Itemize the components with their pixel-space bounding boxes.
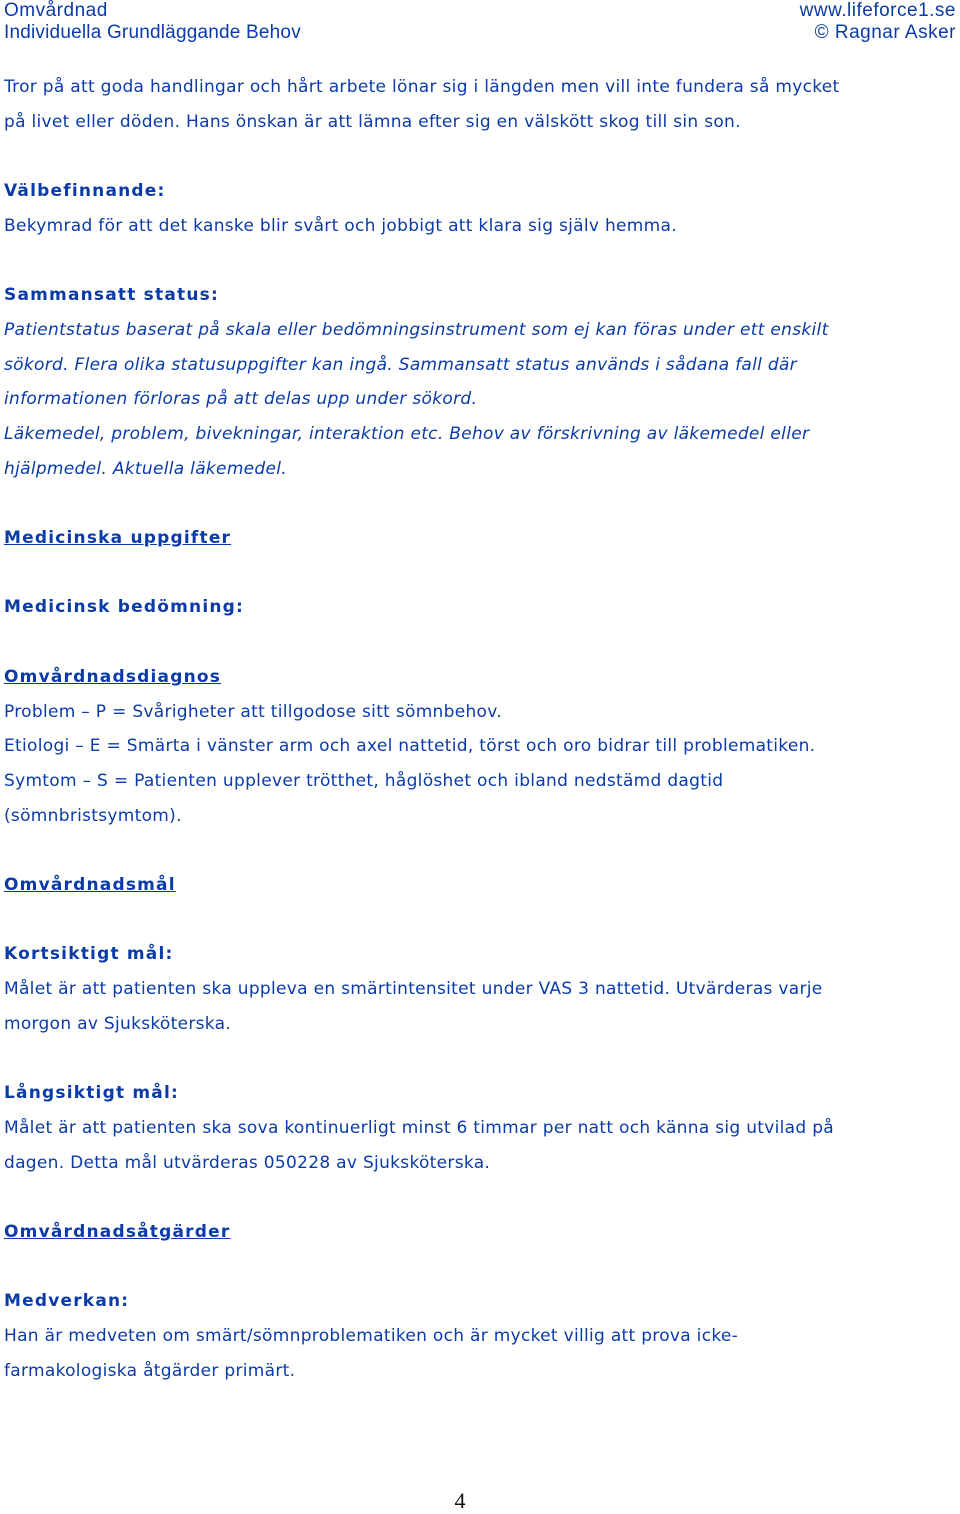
header-copyright: © Ragnar Asker <box>814 22 956 43</box>
langsiktigt-mal-line-2: dagen. Detta mål utvärderas 050228 av Sjuksköterska. <box>4 1152 491 1173</box>
medicinsk-bedomning-heading: Medicinsk bedömning: <box>4 597 245 618</box>
intro-text-line-2: på livet eller döden. Hans önskan är att lämna efter sig en välskött skog till sin son. <box>4 111 741 132</box>
intro-text-line-1: Tror på att goda handlingar och hårt arbete lönar sig i längden men vill inte fundera så mycket <box>4 77 840 97</box>
kortsiktigt-mal-line-1: Målet är att patienten ska uppleva en smärtintensitet under VAS 3 nattetid. Utvärderas varje <box>4 979 823 1000</box>
langsiktigt-mal-line-1: Målet är att patienten ska sova kontinuerligt minst 6 timmar per natt och känna sig utvilad på <box>4 1117 834 1138</box>
symtom-line-1: Symtom – S = Patienten upplever trötthet, håglöshet och ibland nedstämd dagtid <box>4 770 724 791</box>
page-number: 4 <box>454 1488 466 1513</box>
sammansatt-status-line-2: sökord. Flera olika statusuppgifter kan ingå. Sammansatt status används i sådana fall där <box>4 354 797 375</box>
sammansatt-status-line-3: informationen förloras på att delas upp under sökord. <box>4 389 478 410</box>
medicinska-uppgifter-heading: Medicinska uppgifter <box>4 528 232 549</box>
medverkan-heading: Medverkan: <box>4 1291 130 1312</box>
header-website: www.lifeforce1.se <box>799 0 956 21</box>
kortsiktigt-mal-line-2: morgon av Sjuksköterska. <box>4 1013 232 1034</box>
symtom-line-2: (sömnbristsymtom). <box>4 805 182 826</box>
kortsiktigt-mal-heading: Kortsiktigt mål: <box>4 944 174 965</box>
header-section-title: Omvårdnad <box>4 0 108 21</box>
medverkan-line-1: Han är medveten om smärt/sömnproblematiken och är mycket villig att prova icke- <box>4 1326 739 1347</box>
omvardnadsmal-heading: Omvårdnadsmål <box>4 875 176 896</box>
document-body <box>4 70 954 1389</box>
sammansatt-status-heading: Sammansatt status: <box>4 285 219 306</box>
page-header-row-1 <box>0 0 960 22</box>
page-header-row-2 <box>0 22 960 44</box>
problem-line: Problem – P = Svårigheter att tillgodose sitt sömnbehov. <box>4 701 503 722</box>
omvardnadsdiagnos-heading: Omvårdnadsdiagnos <box>4 666 222 687</box>
sammansatt-status-line-1: Patientstatus baserat på skala eller bedömningsinstrument som ej kan föras under ett enskilt <box>4 319 829 340</box>
valbefinnande-heading: Välbefinnande: <box>4 181 166 202</box>
medverkan-line-2: farmakologiska åtgärder primärt. <box>4 1360 296 1381</box>
etiologi-line: Etiologi – E = Smärta i vänster arm och axel nattetid, törst och oro bidrar till problematiken. <box>4 736 816 757</box>
sammansatt-status-line-5: hjälpmedel. Aktuella läkemedel. <box>4 458 288 479</box>
omvardnadsatgarder-heading: Omvårdnadsåtgärder <box>4 1222 231 1243</box>
header-subtitle: Individuella Grundläggande Behov <box>4 22 301 43</box>
langsiktigt-mal-heading: Långsiktigt mål: <box>4 1083 180 1104</box>
sammansatt-status-line-4: Läkemedel, problem, bivekningar, interaktion etc. Behov av förskrivning av läkemedel eller <box>4 424 810 444</box>
valbefinnande-text: Bekymrad för att det kanske blir svårt och jobbigt att klara sig själv hemma. <box>4 215 677 236</box>
